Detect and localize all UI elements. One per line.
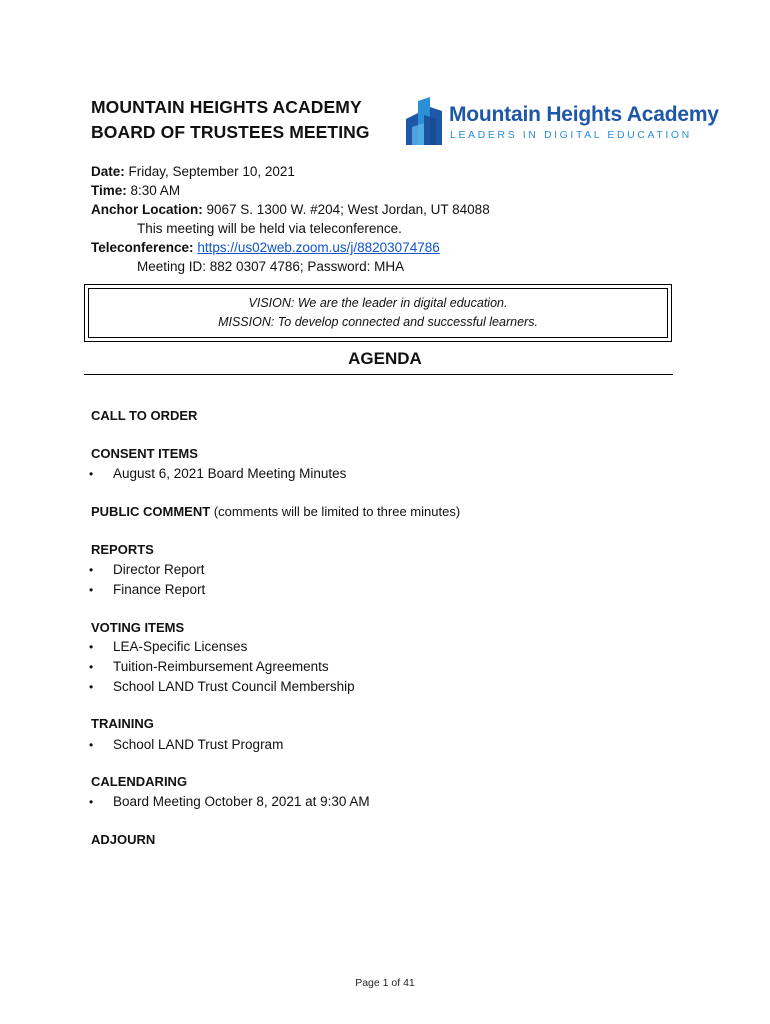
date-label: Date:	[91, 164, 125, 179]
section-voting-items: VOTING ITEMS	[91, 620, 185, 635]
public-comment-heading: PUBLIC COMMENT	[91, 504, 211, 519]
bullet-icon: •	[89, 583, 94, 597]
bullet-icon: •	[89, 795, 94, 809]
agenda-title: AGENDA	[348, 349, 422, 368]
agenda-divider	[84, 374, 673, 375]
zoom-link[interactable]: https://us02web.zoom.us/j/88203074786	[197, 240, 440, 255]
section-call-to-order: CALL TO ORDER	[91, 408, 198, 423]
bullet-icon: •	[89, 680, 94, 694]
list-item: • August 6, 2021 Board Meeting Minutes	[89, 466, 347, 481]
page-number: Page 1 of 41	[355, 977, 415, 989]
meeting-teleconference	[91, 240, 440, 255]
list-item: • Finance Report	[89, 582, 206, 597]
time-label: Time:	[91, 183, 127, 198]
vision-statement: VISION: We are the leader in digital education.	[248, 296, 508, 310]
meeting-location	[91, 202, 490, 217]
school-logo	[404, 97, 719, 153]
public-comment-note: (comments will be limited to three minutes)	[213, 504, 461, 519]
logo-tagline: LEADERS IN DIGITAL EDUCATION	[450, 129, 692, 141]
section-training: TRAINING	[91, 716, 154, 731]
list-item: • School LAND Trust Council Membership	[89, 679, 355, 694]
section-public-comment	[91, 504, 460, 519]
buildings-logo-icon	[404, 97, 446, 147]
location-note: This meeting will be held via teleconference.	[137, 221, 402, 236]
bullet-icon: •	[89, 467, 94, 481]
date-value: Friday, September 10, 2021	[128, 164, 295, 179]
meeting-date	[91, 164, 295, 179]
list-item: • Board Meeting October 8, 2021 at 9:30 AM	[89, 794, 370, 809]
location-label: Anchor Location:	[91, 202, 203, 217]
section-calendaring: CALENDARING	[91, 774, 188, 789]
mission-statement: MISSION: To develop connected and successful learners.	[218, 315, 538, 329]
location-value: 9067 S. 1300 W. #204; West Jordan, UT 84088	[206, 202, 490, 217]
time-value: 8:30 AM	[130, 183, 181, 198]
logo-wordmark: Mountain Heights Academy	[449, 103, 719, 126]
document-title-line-2: BOARD OF TRUSTEES MEETING	[91, 122, 370, 142]
list-item: • LEA-Specific Licenses	[89, 639, 248, 654]
list-item: • Director Report	[89, 562, 205, 577]
bullet-icon: •	[89, 563, 94, 577]
meeting-time	[91, 183, 180, 198]
section-adjourn: ADJOURN	[91, 832, 156, 847]
section-reports: REPORTS	[91, 542, 154, 557]
meeting-id-line: Meeting ID: 882 0307 4786; Password: MHA	[137, 259, 405, 274]
list-item: • Tuition-Reimbursement Agreements	[89, 659, 329, 674]
vision-mission-box	[84, 284, 672, 342]
document-title-line-1: MOUNTAIN HEIGHTS ACADEMY	[91, 97, 362, 117]
bullet-icon: •	[89, 660, 94, 674]
list-item: • School LAND Trust Program	[89, 737, 284, 752]
teleconference-label: Teleconference:	[91, 240, 194, 255]
bullet-icon: •	[89, 738, 94, 752]
section-consent-items: CONSENT ITEMS	[91, 446, 198, 461]
bullet-icon: •	[89, 640, 94, 654]
